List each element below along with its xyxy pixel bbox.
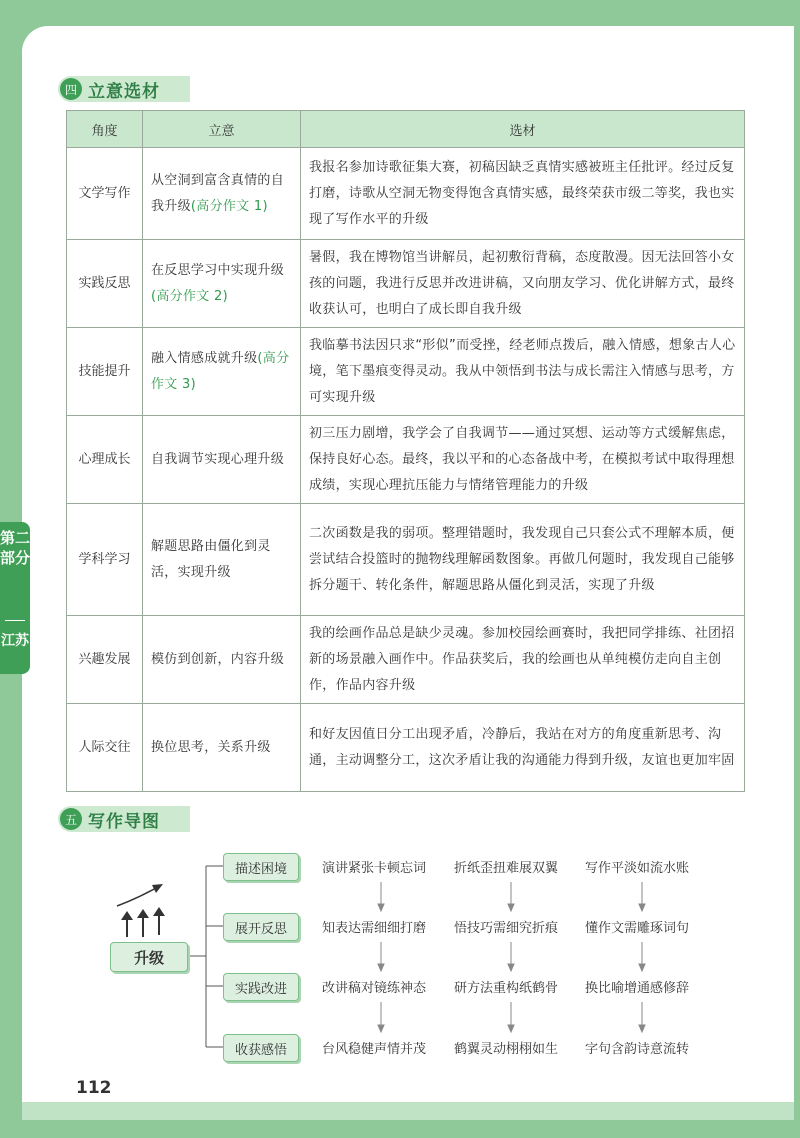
list-item: 鹤翼灵动栩栩如生 bbox=[454, 1042, 559, 1057]
essay-reference: (高分作文 2) bbox=[151, 288, 228, 304]
list-item: 写作平淡如流水账 bbox=[585, 861, 690, 876]
essay-reference: (高分作文 1) bbox=[190, 198, 268, 214]
row-angle: 实践反思 bbox=[67, 240, 143, 328]
list-item: 台风稳健声情并茂 bbox=[322, 1042, 427, 1057]
list-item: 换比喻增通感修辞 bbox=[585, 981, 690, 996]
row-material: 我临摹书法因只求“形似”而受挫，经老师点拨后，融入情感，想象古人心境，笔下墨痕变得灵动。我从中领悟到书法与成长需注入情感与思考，方可实现升级 bbox=[301, 328, 745, 416]
list-item: 懂作文需雕琢词句 bbox=[585, 921, 690, 936]
upgrade-arrows-icon bbox=[117, 884, 165, 937]
side-chapter-tab bbox=[0, 522, 30, 674]
theme-text: 融入情感成就升级 bbox=[151, 350, 258, 366]
branch-practice-improve: 实践改进 bbox=[223, 973, 299, 1001]
list-item: 知表达需细细打磨 bbox=[322, 921, 427, 936]
row-material: 暑假，我在博物馆当讲解员，起初敷衍背稿，态度散漫。因无法回答小女孩的问题，我进行反思并改进讲稿，又向朋友学习、优化讲解方式，最终收获认可，也明白了成长即自我升级 bbox=[301, 240, 745, 328]
theme-text: 从空洞到富含真情的自我升级 bbox=[151, 172, 285, 214]
list-item: 改讲稿对镜练神态 bbox=[322, 981, 427, 996]
header-theme: 立意 bbox=[143, 111, 301, 148]
side-tab-province: 江苏 bbox=[1, 633, 29, 649]
section-title: 写作导图 bbox=[88, 811, 160, 832]
header-angle: 角度 bbox=[67, 111, 143, 148]
row-material: 初三压力剧增，我学会了自我调节——通过冥想、运动等方式缓解焦虑，保持良好心态。最终，我以平和的心态备战中考，在模拟考试中取得理想成绩，实现心理抗压能力与情绪管理能力的升级 bbox=[301, 416, 745, 504]
row-angle: 人际交往 bbox=[67, 704, 143, 792]
section-badge: 五 bbox=[60, 808, 82, 830]
list-item: 折纸歪扭难展双翼 bbox=[454, 861, 559, 876]
side-tab-part: 第二部分 bbox=[0, 529, 31, 567]
section-badge: 四 bbox=[60, 78, 82, 100]
theme-text: 解题思路由僵化到灵活，实现升级 bbox=[151, 538, 271, 580]
row-angle: 学科学习 bbox=[67, 504, 143, 616]
row-angle: 心理成长 bbox=[67, 416, 143, 504]
list-item: 演讲紧张卡顿忘词 bbox=[322, 861, 427, 876]
flow-arrows bbox=[378, 882, 645, 1032]
mind-map-root: 升级 bbox=[110, 942, 188, 972]
essay-reference: (高分作文 3) bbox=[151, 350, 290, 392]
row-angle: 技能提升 bbox=[67, 328, 143, 416]
theme-text: 换位思考，关系升级 bbox=[151, 739, 271, 755]
section-title: 立意选材 bbox=[88, 81, 160, 102]
page-number: 112 bbox=[76, 1078, 112, 1098]
branch-reflection: 展开反思 bbox=[223, 913, 299, 941]
bracket-lines bbox=[189, 866, 223, 1047]
list-item: 悟技巧需细究折痕 bbox=[454, 921, 559, 936]
list-item: 字句含韵诗意流转 bbox=[585, 1042, 690, 1057]
row-material: 二次函数是我的弱项。整理错题时，我发现自己只套公式不理解本质，便尝试结合投篮时的抛物线理解函数图象。再做几何题时，我发现自己能够拆分题干、转化条件，解题思路从僵化到灵活，实现了升级 bbox=[301, 504, 745, 616]
theme-text: 在反思学习中实现升级 bbox=[151, 262, 285, 278]
row-material: 我报名参加诗歌征集大赛，初稿因缺乏真情实感被班主任批评。经过反复打磨，诗歌从空洞无物变得饱含真情实感，最终荣获市级二等奖，我也实现了写作水平的升级 bbox=[301, 148, 745, 240]
list-item: 研方法重构纸鹤骨 bbox=[454, 981, 559, 996]
side-tab-divider bbox=[5, 620, 25, 621]
branch-harvest-insight: 收获感悟 bbox=[223, 1034, 299, 1062]
header-material: 选材 bbox=[301, 111, 745, 148]
row-angle: 兴趣发展 bbox=[67, 616, 143, 704]
branch-describe-difficulty: 描述困境 bbox=[223, 853, 299, 881]
theme-text: 自我调节实现心理升级 bbox=[151, 451, 285, 467]
theme-text: 模仿到创新，内容升级 bbox=[151, 651, 285, 667]
row-material: 我的绘画作品总是缺少灵魂。参加校园绘画赛时，我把同学排练、社团招新的场景融入画作中。作品获奖后，我的绘画也从单纯模仿走向自主创作，作品内容升级 bbox=[301, 616, 745, 704]
row-material: 和好友因值日分工出现矛盾，冷静后，我站在对方的角度重新思考、沟通，主动调整分工，这次矛盾让我的沟通能力得到升级，友谊也更加牢固 bbox=[301, 704, 745, 792]
row-angle: 文学写作 bbox=[67, 148, 143, 240]
